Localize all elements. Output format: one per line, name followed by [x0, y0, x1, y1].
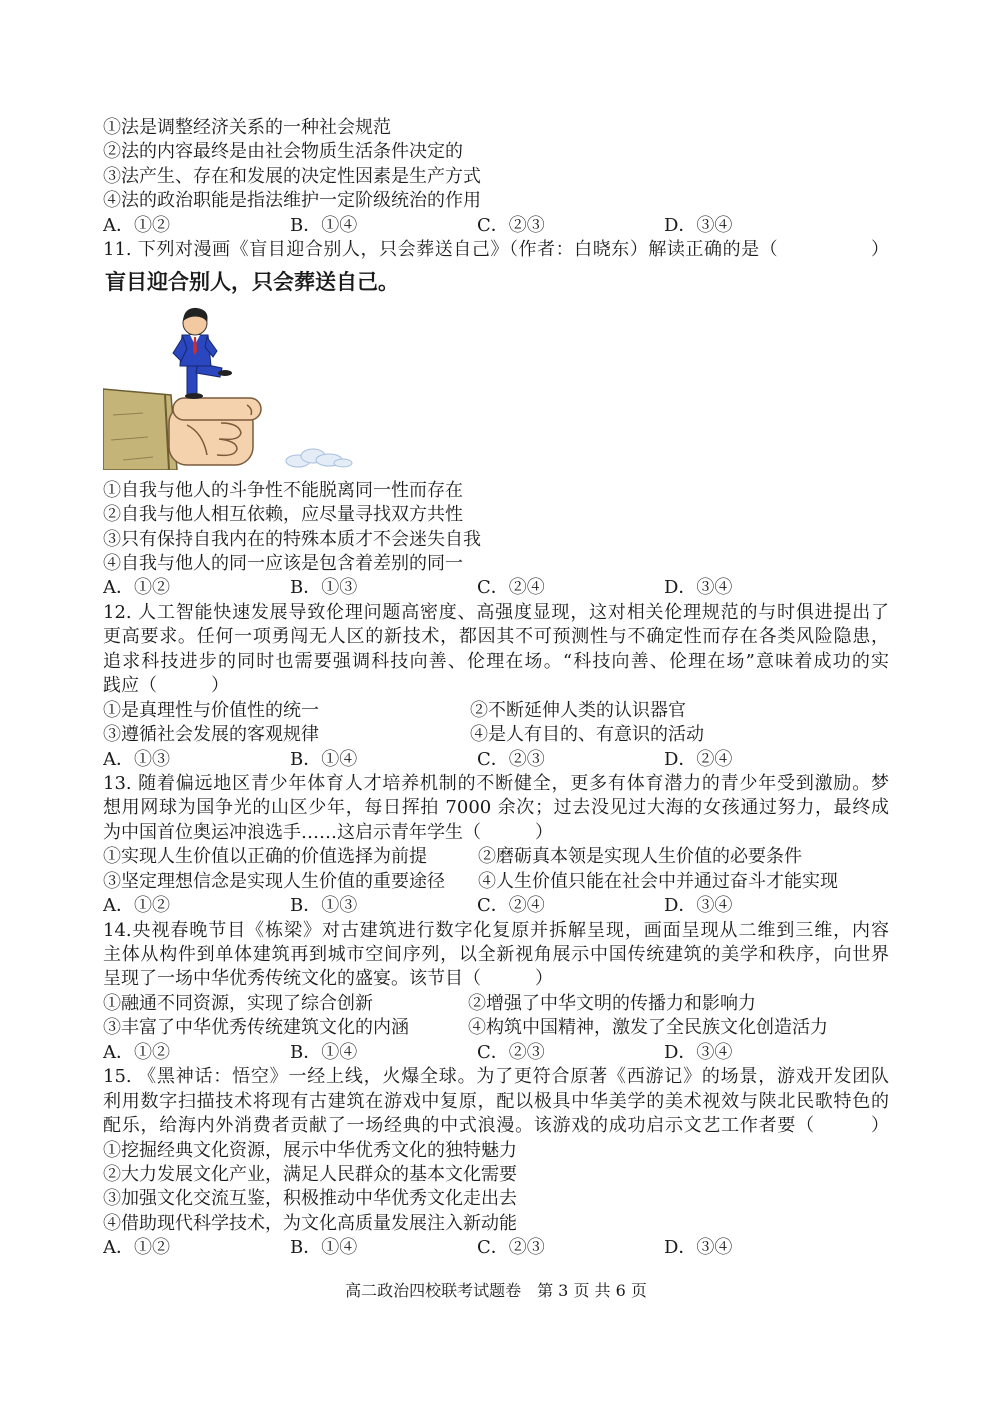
q15-choice-d: D．③④: [664, 1237, 733, 1259]
q13-choice-c: C．②④: [477, 895, 545, 917]
q11-stem: 11. 下列对漫画《盲目迎合别人，只会葬送自己》（作者：白晓东）解读正确的是（ ）: [103, 239, 889, 261]
q15-choice-c: C．②③: [477, 1237, 545, 1259]
comic-illustration: [103, 265, 403, 470]
q14-statement-3: ③丰富了中华优秀传统建筑文化的内涵: [103, 1017, 409, 1039]
q13-stem-line-3: 为中国首位奥运冲浪选手……这启示青年学生（ ）: [103, 821, 553, 843]
q10-statement-2: ②法的内容最终是由社会物质生活条件决定的: [103, 141, 463, 163]
q13-choice-a: A．①②: [103, 895, 170, 917]
q13-choice-d: D．③④: [664, 895, 733, 917]
q15-statement-3: ③加强文化交流互鉴，积极推动中华优秀文化走出去: [103, 1188, 517, 1210]
q11-statement-3: ③只有保持自我内在的特殊本质才不会迷失自我: [103, 528, 481, 550]
q14-statement-1: ①融通不同资源，实现了综合创新: [103, 992, 373, 1014]
q14-statement-2: ②增强了中华文明的传播力和影响力: [468, 992, 756, 1014]
q12-statement-1: ①是真理性与价值性的统一: [103, 699, 319, 721]
q13-choice-b: B．①③: [290, 895, 358, 917]
q15-choices: [103, 1236, 889, 1260]
q11-statement-2: ②自我与他人相互依赖，应尽量寻找双方共性: [103, 504, 463, 526]
q12-choice-c: C．②③: [477, 748, 545, 770]
q14-stem-line-3: 呈现了一场中华优秀传统文化的盛宴。该节目（ ）: [103, 968, 553, 990]
q10-choice-a: A．①②: [103, 214, 170, 236]
q15-choice-a: A．①②: [103, 1237, 170, 1259]
q10-choice-b: B．①④: [290, 214, 358, 236]
q15-statement-4: ④借助现代科学技术，为文化高质量发展注入新动能: [103, 1212, 517, 1234]
q15-stem-line-2: 利用数字扫描技术将现有古建筑在游戏中复原，配以极具中华美学的美术视效与陕北民歌特色的: [103, 1090, 889, 1112]
q14-choice-b: B．①④: [290, 1041, 358, 1063]
q12-statement-2: ②不断延伸人类的认识器官: [470, 699, 686, 721]
q14-statement-4: ④构筑中国精神，激发了全民族文化创造活力: [468, 1017, 828, 1039]
q10-statement-1: ①法是调整经济关系的一种社会规范: [103, 117, 391, 138]
q11-choice-b: B．①③: [290, 577, 358, 599]
pointing-hand-icon: [169, 398, 261, 465]
q11-choices: [103, 576, 889, 600]
q12-choice-a: A．①③: [103, 748, 170, 770]
q12-statement-row-1: [103, 699, 889, 723]
q13-choices: [103, 894, 889, 918]
q12-statement-3: ③遵循社会发展的客观规律: [103, 724, 319, 746]
q12-statement-row-2: [103, 723, 889, 747]
q13-statement-1: ①实现人生价值以正确的价值选择为前提: [103, 846, 427, 868]
q12-stem-line-3: 追求科技进步的同时也需要强调科技向善、伦理在场。“科技向善、伦理在场”意味着成功的实: [103, 650, 889, 672]
q12-stem-line-4: 践应（ ）: [103, 675, 229, 697]
q13-statement-3: ③坚定理想信念是实现人生价值的重要途径: [103, 870, 445, 892]
q14-choice-d: D．③④: [664, 1041, 733, 1063]
q14-statement-row-1: [103, 992, 889, 1016]
q14-stem-line-2: 主体从构件到单体建筑再到城市空间序列，以全新视角展示中国传统建筑的美学和秩序，向世界: [103, 944, 889, 966]
q13-statement-row-2: [103, 870, 889, 894]
q11-choice-c: C．②④: [477, 577, 545, 599]
q14-choices: [103, 1041, 889, 1065]
q14-choice-a: A．①②: [103, 1041, 170, 1063]
q13-statement-4: ④人生价值只能在社会中并通过奋斗才能实现: [478, 870, 838, 892]
q11-comic: [103, 265, 403, 470]
q15-choice-b: B．①④: [290, 1237, 358, 1259]
q15-statement-2: ②大力发展文化产业，满足人民群众的基本文化需要: [103, 1163, 517, 1185]
q11-statement-1: ①自我与他人的斗争性不能脱离同一性而存在: [103, 479, 463, 501]
q14-choice-c: C．②③: [477, 1041, 545, 1063]
q12-choice-b: B．①④: [290, 748, 358, 770]
q14-statement-row-2: [103, 1016, 889, 1040]
q12-choice-d: D．②④: [664, 748, 733, 770]
exam-page-content: [103, 116, 889, 1261]
page-footer: 高二政治四校联考试题卷 第 3 页 共 6 页: [345, 1281, 647, 1300]
q13-statement-2: ②磨砺真本领是实现人生价值的必要条件: [478, 846, 802, 868]
q12-stem-line-1: 12. 人工智能快速发展导致伦理问题高密度、高强度显现，这对相关伦理规范的与时俱进提出了: [103, 601, 889, 623]
q13-statement-row-1: [103, 845, 889, 869]
comic-caption: 盲目迎合别人，只会葬送自己。: [105, 269, 399, 294]
q12-choices: [103, 748, 889, 772]
q12-statement-4: ④是人有目的、有意识的活动: [470, 724, 704, 746]
sleeve-shape: [103, 389, 177, 470]
q10-choices: [103, 214, 889, 238]
q15-stem-line-3: 配乐，给海内外消费者贡献了一场经典的中式浪漫。该游戏的成功启示文艺工作者要（ ）: [103, 1115, 889, 1137]
q10-choice-d: D．③④: [664, 214, 733, 236]
q14-stem-line-1: 14.央视春晚节目《栋梁》对古建筑进行数字化复原并拆解呈现，画面呈现从二维到三维，内容: [103, 919, 889, 941]
q15-statement-1: ①挖掘经典文化资源，展示中华优秀文化的独特魅力: [103, 1139, 517, 1161]
q11-statement-4: ④自我与他人的同一应该是包含着差别的同一: [103, 553, 463, 575]
q10-statement-3: ③法产生、存在和发展的决定性因素是生产方式: [103, 165, 481, 187]
q11-choice-a: A．①②: [103, 577, 170, 599]
q13-stem-line-2: 想用网球为国争光的山区少年，每日挥拍 7000 余次；过去没见过大海的女孩通过努力，最终成: [103, 797, 889, 819]
q12-stem-line-2: 更高要求。任何一项勇闯无人区的新技术，都因其不可预测性与不确定性而存在各类风险隐患，: [103, 626, 889, 648]
q10-statement-4: ④法的政治职能是指法维护一定阶级统治的作用: [103, 190, 481, 212]
q11-choice-d: D．③④: [664, 577, 733, 599]
q15-stem-line-1: 15. 《黑神话：悟空》一经上线，火爆全球。为了更符合原著《西游记》的场景，游戏开发团队: [103, 1066, 889, 1088]
q10-choice-c: C．②③: [477, 214, 545, 236]
q13-stem-line-1: 13. 随着偏远地区青少年体育人才培养机制的不断健全，更多有体育潜力的青少年受到激励。梦: [103, 772, 889, 794]
